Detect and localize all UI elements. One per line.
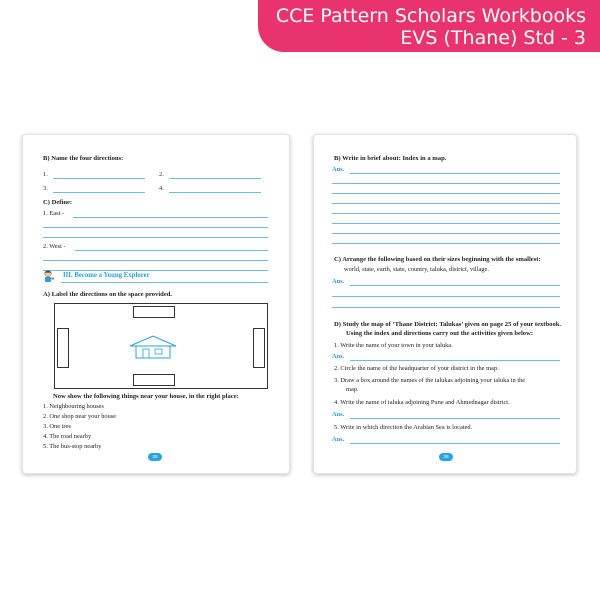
answer-line <box>350 443 560 444</box>
ans-label: Ans. <box>332 278 345 285</box>
answer-line <box>73 217 268 218</box>
list-item: 1. Neighbouring houses <box>43 403 104 410</box>
direction-number-4: 4. <box>159 185 164 192</box>
section-d-title: D) Study the map of ‘Thane District: Talukas’ given on page 25 of your textbook. <box>334 321 562 328</box>
section-d-subtitle: Using the index and directions carry out the activities given below: <box>346 330 534 337</box>
answer-line <box>53 178 145 179</box>
banner-title-line1: CCE Pattern Scholars Workbooks <box>275 5 586 27</box>
direction-number-2: 2. <box>159 171 164 178</box>
section-divider <box>61 282 268 283</box>
workbook-page-right <box>313 134 577 474</box>
list-item: 1. Write the name of your town in your taluka. <box>334 342 453 349</box>
list-item: 5. Write in which direction the Arabian Sea is located. <box>334 424 473 431</box>
answer-line <box>43 227 268 228</box>
answer-line <box>332 223 560 224</box>
section-b-title: B) Write in brief about: Index in a map. <box>334 155 447 162</box>
list-item: 4. The road nearby <box>43 433 92 440</box>
list-item: 2. One shop near your house <box>43 413 117 420</box>
ans-label: Ans. <box>332 411 345 418</box>
answer-line <box>169 192 261 193</box>
house-map-box <box>54 303 268 389</box>
answer-line <box>332 203 560 204</box>
answer-line <box>350 360 560 361</box>
title-banner <box>258 0 600 52</box>
direction-number-1: 1. <box>43 171 48 178</box>
map-top-label-box <box>133 306 175 318</box>
answer-line <box>43 260 268 261</box>
answer-line <box>332 243 560 244</box>
page-number: 25 <box>148 453 162 461</box>
list-item: 5. The bus-stop nearby <box>43 443 102 450</box>
answer-line <box>43 270 268 271</box>
answer-line <box>332 183 560 184</box>
section-c-title: C) Define: <box>43 199 73 206</box>
explorer-boy-icon <box>41 269 55 283</box>
answer-line <box>75 250 268 251</box>
page-number: 26 <box>439 453 453 461</box>
define-east-label: 1. East - <box>43 210 65 217</box>
answer-line <box>53 192 145 193</box>
answer-line <box>332 307 560 308</box>
section-a-title: A) Label the directions on the space provided. <box>43 291 173 298</box>
map-bottom-label-box <box>133 374 175 386</box>
answer-line <box>350 418 560 419</box>
ans-label: Ans. <box>332 353 345 360</box>
workbook-page-left <box>22 134 290 474</box>
answer-line <box>43 237 268 238</box>
ans-label: Ans. <box>332 166 345 173</box>
list-item: 4. Write the name of taluka adjoining Pune and Ahmednagar district. <box>334 399 510 406</box>
define-west-label: 2. West - <box>43 243 66 250</box>
list-item: 3. Draw a box around the names of the talukas adjoining your taluka in the <box>334 377 526 384</box>
section-c-title: C) Arrange the following based on their sizes beginning with the smallest: <box>334 256 541 263</box>
section-b-title: B) Name the four directions: <box>43 155 124 162</box>
list-item-continued: map. <box>346 386 359 393</box>
answer-line <box>332 296 560 297</box>
answer-line <box>332 193 560 194</box>
answer-line <box>350 285 560 286</box>
explorer-section-title: III. Become a Young Explorer <box>63 272 150 279</box>
banner-title-line2: EVS (Thane) Std - 3 <box>400 27 586 49</box>
answer-line <box>169 178 261 179</box>
show-instruction: Now show the following things near your house, in the right place: <box>53 393 239 400</box>
direction-number-3: 3. <box>43 185 48 192</box>
answer-line <box>332 213 560 214</box>
map-right-label-box <box>253 328 265 368</box>
list-item: 2. Circle the name of the headquarter of your district in the map. <box>334 365 499 372</box>
house-icon <box>128 334 178 360</box>
list-item: 3. One tree <box>43 423 72 430</box>
section-c-words: world, state, earth, state, country, taluka, district, village. <box>344 266 489 273</box>
ans-label: Ans. <box>332 436 345 443</box>
map-left-label-box <box>57 328 69 368</box>
answer-line <box>350 173 560 174</box>
answer-line <box>332 233 560 234</box>
